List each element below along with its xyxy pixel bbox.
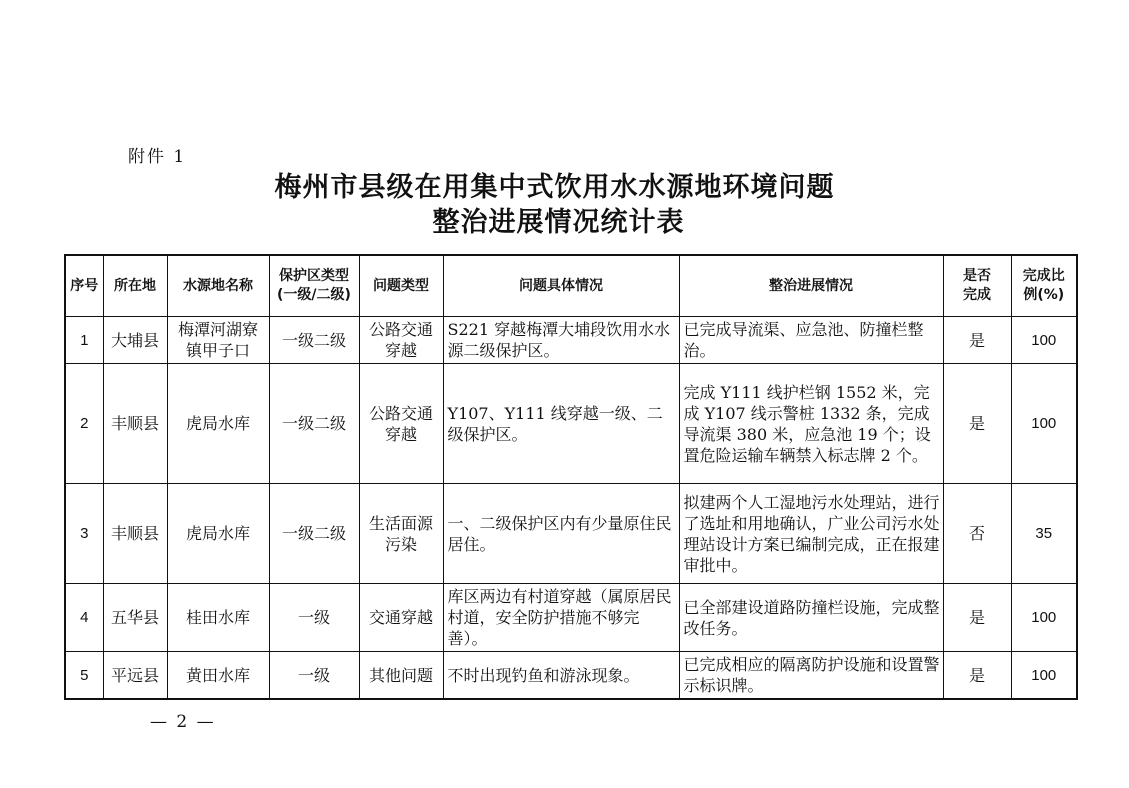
cell-source-name: 桂田水库 — [167, 584, 269, 652]
table-row — [65, 484, 1077, 584]
header-source-name: 水源地名称 — [167, 255, 269, 317]
cell-source-name: 虎局水库 — [167, 364, 269, 484]
statistics-table — [64, 254, 1078, 700]
cell-ratio: 100 — [1011, 652, 1077, 700]
header-issue-detail: 问题具体情况 — [443, 255, 679, 317]
cell-seq: 3 — [65, 484, 103, 584]
table-header-row — [65, 255, 1077, 317]
cell-issue-detail: 一、二级保护区内有少量原住民居住。 — [443, 484, 679, 584]
table-row — [65, 317, 1077, 364]
cell-issue-type: 公路交通穿越 — [359, 317, 443, 364]
header-zone-type — [269, 255, 359, 317]
cell-done: 是 — [943, 584, 1011, 652]
cell-done: 是 — [943, 364, 1011, 484]
cell-issue-detail: Y107、Y111 线穿越一级、二级保护区。 — [443, 364, 679, 484]
cell-done: 否 — [943, 484, 1011, 584]
page-number: — 2 — — [150, 712, 216, 732]
table-row — [65, 652, 1077, 700]
header-ratio — [1011, 255, 1077, 317]
header-issue-type: 问题类型 — [359, 255, 443, 317]
cell-done: 是 — [943, 317, 1011, 364]
cell-seq: 2 — [65, 364, 103, 484]
table-row — [65, 364, 1077, 484]
cell-progress: 拟建两个人工湿地污水处理站，进行了选址和用地确认，广业公司污水处理站设计方案已编制完成，正在报建审批中。 — [679, 484, 943, 584]
cell-issue-detail: 不时出现钓鱼和游泳现象。 — [443, 652, 679, 700]
cell-ratio: 100 — [1011, 584, 1077, 652]
cell-progress: 已完成相应的隔离防护设施和设置警示标识牌。 — [679, 652, 943, 700]
cell-location: 大埔县 — [103, 317, 167, 364]
cell-location: 丰顺县 — [103, 364, 167, 484]
header-zone-type-line2: (一级/二级) — [277, 287, 351, 303]
table-row — [65, 584, 1077, 652]
cell-location: 丰顺县 — [103, 484, 167, 584]
header-done-line2: 完成 — [963, 287, 991, 303]
cell-zone-type: 一级二级 — [269, 317, 359, 364]
attachment-label: 附件 1 — [128, 147, 187, 167]
cell-source-name: 梅潭河湖寮镇甲子口 — [167, 317, 269, 364]
header-seq: 序号 — [65, 255, 103, 317]
cell-zone-type: 一级 — [269, 584, 359, 652]
cell-location: 五华县 — [103, 584, 167, 652]
cell-ratio: 35 — [1011, 484, 1077, 584]
header-done — [943, 255, 1011, 317]
cell-ratio: 100 — [1011, 317, 1077, 364]
cell-zone-type: 一级二级 — [269, 364, 359, 484]
cell-issue-type: 公路交通穿越 — [359, 364, 443, 484]
header-zone-type-line1: 保护区类型 — [279, 268, 349, 284]
cell-seq: 1 — [65, 317, 103, 364]
cell-progress: 已完成导流渠、应急池、防撞栏整治。 — [679, 317, 943, 364]
cell-zone-type: 一级二级 — [269, 484, 359, 584]
cell-source-name: 黄田水库 — [167, 652, 269, 700]
header-location: 所在地 — [103, 255, 167, 317]
cell-issue-detail: S221 穿越梅潭大埔段饮用水水源二级保护区。 — [443, 317, 679, 364]
header-ratio-line1: 完成比 — [1022, 268, 1065, 284]
cell-issue-type: 其他问题 — [359, 652, 443, 700]
header-done-line1: 是否 — [963, 268, 991, 284]
header-ratio-line2: 例(%) — [1023, 287, 1065, 303]
cell-location: 平远县 — [103, 652, 167, 700]
cell-issue-type: 交通穿越 — [359, 584, 443, 652]
header-progress: 整治进展情况 — [679, 255, 943, 317]
cell-issue-detail: 库区两边有村道穿越（属原居民村道，安全防护措施不够完善）。 — [443, 584, 679, 652]
cell-zone-type: 一级 — [269, 652, 359, 700]
cell-ratio: 100 — [1011, 364, 1077, 484]
cell-seq: 4 — [65, 584, 103, 652]
cell-source-name: 虎局水库 — [167, 484, 269, 584]
document-title-line-2: 整治进展情况统计表 — [432, 207, 685, 238]
cell-seq: 5 — [65, 652, 103, 700]
cell-issue-type: 生活面源污染 — [359, 484, 443, 584]
cell-done: 是 — [943, 652, 1011, 700]
cell-progress: 完成 Y111 线护栏钢 1552 米，完成 Y107 线示警桩 1332 条，完成导流渠 380 米，应急池 19 个；设置危险运输车辆禁入标志牌 2 个。 — [679, 364, 943, 484]
document-title-line-1: 梅州市县级在用集中式饮用水水源地环境问题 — [274, 172, 835, 203]
cell-progress: 已全部建设道路防撞栏设施，完成整改任务。 — [679, 584, 943, 652]
